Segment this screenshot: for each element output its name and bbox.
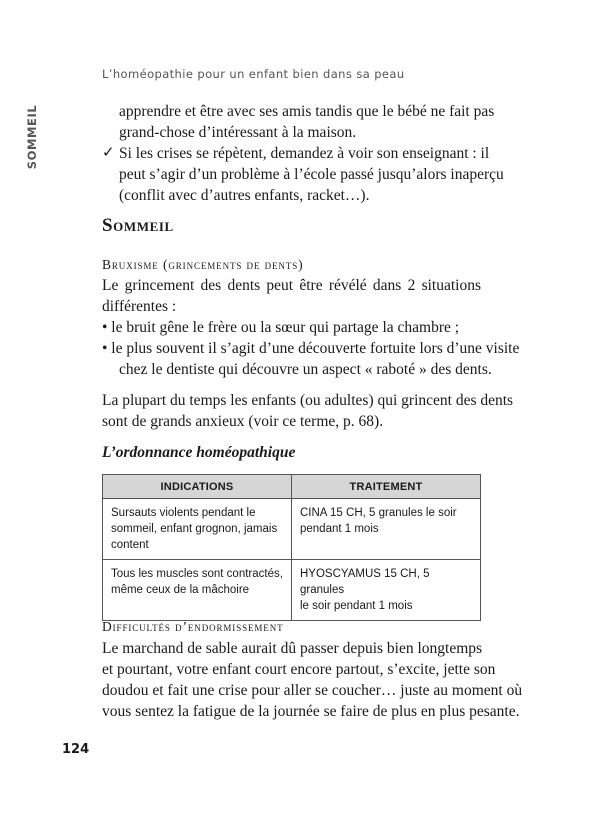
sleep-onset-line: vous sentez la fatigue de la journée se faire de plus en plus pesante.	[102, 703, 520, 720]
bruxism-line: Le grincement des dents peut être révélé dans 2 situations	[102, 277, 481, 294]
check-item-line: Si les crises se répètent, demandez à voir son enseignant : il	[119, 145, 490, 162]
cell-line: HYOSCYAMUS 15 CH, 5 granules	[300, 568, 430, 596]
side-tab	[22, 104, 42, 170]
check-mark-icon: ✓	[102, 143, 115, 161]
prescription-heading: L’ordonnance homéopathique	[102, 444, 296, 461]
running-title: L’homéopathie pour un enfant bien dans sa peau	[102, 67, 405, 81]
prescription-table	[102, 474, 481, 621]
section-title: Sommeil	[102, 215, 174, 236]
intro-line: grand-chose d’intéressant à la maison.	[119, 124, 357, 141]
column-header-indications: INDICATIONS	[103, 475, 292, 499]
intro-line: apprendre et être avec ses amis tandis que le bébé ne fait pas	[119, 103, 495, 120]
subheading-bruxism: Bruxisme (grincements de dents)	[102, 257, 304, 272]
cell-line: Sursauts violents pendant le	[111, 507, 256, 519]
cell-line: sommeil, enfant grognon, jamais	[111, 523, 278, 535]
check-item-line: (conflit avec d’autres enfants, racket…).	[119, 187, 370, 204]
table-header-row	[103, 475, 481, 499]
treatment-cell	[292, 499, 481, 560]
cell-line: le soir pendant 1 mois	[300, 600, 413, 612]
bullet-item-continuation: chez le dentiste qui découvre un aspect « raboté » des dents.	[119, 361, 492, 378]
side-tab-label: SOMMEIL	[25, 104, 39, 170]
indication-cell	[103, 499, 292, 560]
sleep-onset-line: Le marchand de sable aurait dû passer depuis bien longtemps	[102, 640, 483, 657]
bullet-item: • le bruit gêne le frère ou la sœur qui partage la chambre ;	[102, 319, 460, 336]
cell-line: Tous les muscles sont contractés,	[111, 568, 283, 580]
sleep-onset-line: et pourtant, votre enfant court encore partout, s’excite, jette son	[102, 661, 496, 678]
indication-cell	[103, 560, 292, 621]
cell-line: CINA 15 CH, 5 granules le soir	[300, 507, 457, 519]
treatment-cell	[292, 560, 481, 621]
bullet-item: • le plus souvent il s’agit d’une découverte fortuite lors d’une visite	[102, 340, 520, 357]
column-header-traitement: TRAITEMENT	[292, 475, 481, 499]
cell-line: pendant 1 mois	[300, 523, 379, 535]
cell-line: même ceux de la mâchoire	[111, 584, 250, 596]
bruxism-line: différentes :	[102, 298, 177, 315]
check-item-line: peut s’agir d’un problème à l’école passé jusqu’alors inaperçu	[119, 166, 504, 183]
table-row	[103, 499, 481, 560]
paragraph-line: sont de grands anxieux (voir ce terme, p. 68).	[102, 413, 384, 430]
sleep-onset-line: doudou et fait une crise pour aller se coucher… juste au moment où	[102, 682, 523, 699]
table-row	[103, 560, 481, 621]
paragraph-line: La plupart du temps les enfants (ou adultes) qui grincent des dents	[102, 392, 514, 409]
subheading-sleep-onset: Difficultés d’endormissement	[102, 619, 284, 634]
page-number: 124	[62, 742, 90, 757]
cell-line: content	[111, 539, 149, 551]
